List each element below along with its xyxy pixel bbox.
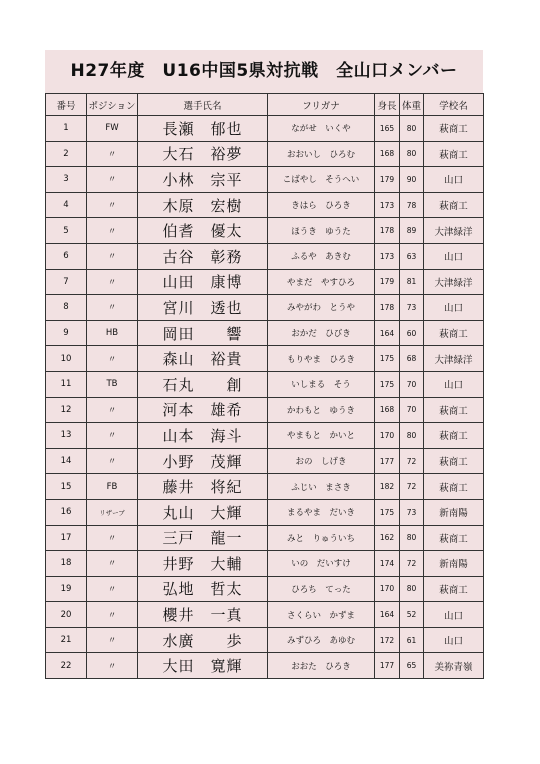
cell-name: 櫻井 一真 <box>138 602 268 628</box>
cell-position: 〃 <box>87 525 138 551</box>
cell-name: 弘地 哲太 <box>138 576 268 602</box>
cell-kana: おかだ ひびき <box>268 320 375 346</box>
table-row <box>46 243 484 269</box>
cell-no: 19 <box>46 576 87 602</box>
cell-kana: みやがわ とうや <box>268 295 375 321</box>
cell-name: 山本 海斗 <box>138 423 268 449</box>
cell-weight: 80 <box>400 423 424 449</box>
cell-no: 21 <box>46 627 87 653</box>
cell-weight: 73 <box>400 295 424 321</box>
cell-no: 1 <box>46 116 87 142</box>
cell-weight: 73 <box>400 499 424 525</box>
cell-position: 〃 <box>87 576 138 602</box>
table-row <box>46 653 484 679</box>
cell-weight: 72 <box>400 551 424 577</box>
cell-height: 168 <box>375 397 400 423</box>
cell-no: 13 <box>46 423 87 449</box>
cell-position: 〃 <box>87 448 138 474</box>
cell-height: 165 <box>375 116 400 142</box>
table-row <box>46 627 484 653</box>
roster-table <box>45 93 484 679</box>
header-no: 番号 <box>46 94 87 116</box>
cell-no: 7 <box>46 269 87 295</box>
table-row <box>46 346 484 372</box>
cell-school: 大津緑洋 <box>424 269 484 295</box>
cell-weight: 78 <box>400 192 424 218</box>
table-row <box>46 499 484 525</box>
table-header-row <box>46 94 484 116</box>
cell-no: 5 <box>46 218 87 244</box>
cell-no: 9 <box>46 320 87 346</box>
cell-school: 山口 <box>424 371 484 397</box>
table-row <box>46 141 484 167</box>
cell-kana: みずひろ あゆむ <box>268 627 375 653</box>
cell-name: 宮川 透也 <box>138 295 268 321</box>
table-row <box>46 474 484 500</box>
cell-position: 〃 <box>87 397 138 423</box>
cell-no: 4 <box>46 192 87 218</box>
cell-position: FW <box>87 116 138 142</box>
cell-position: 〃 <box>87 602 138 628</box>
table-row <box>46 218 484 244</box>
cell-kana: いしまる そう <box>268 371 375 397</box>
cell-no: 2 <box>46 141 87 167</box>
cell-kana: さくらい かずま <box>268 602 375 628</box>
cell-school: 萩商工 <box>424 448 484 474</box>
cell-weight: 63 <box>400 243 424 269</box>
cell-no: 14 <box>46 448 87 474</box>
cell-weight: 68 <box>400 346 424 372</box>
table-row <box>46 551 484 577</box>
cell-kana: ふるや あきむ <box>268 243 375 269</box>
cell-kana: きはら ひろき <box>268 192 375 218</box>
cell-weight: 72 <box>400 448 424 474</box>
document-title: H27年度 U16中国5県対抗戦 全山口メンバー <box>45 50 483 93</box>
table-row <box>46 371 484 397</box>
cell-height: 174 <box>375 551 400 577</box>
cell-kana: おおた ひろき <box>268 653 375 679</box>
cell-height: 173 <box>375 243 400 269</box>
table-row <box>46 448 484 474</box>
cell-school: 山口 <box>424 295 484 321</box>
header-height: 身長 <box>375 94 400 116</box>
cell-position: 〃 <box>87 295 138 321</box>
cell-name: 伯耆 優太 <box>138 218 268 244</box>
cell-school: 山口 <box>424 243 484 269</box>
cell-school: 山口 <box>424 627 484 653</box>
cell-position: TB <box>87 371 138 397</box>
cell-kana: ながせ いくや <box>268 116 375 142</box>
cell-name: 水廣 歩 <box>138 627 268 653</box>
cell-position: 〃 <box>87 167 138 193</box>
cell-name: 長瀬 郁也 <box>138 116 268 142</box>
cell-weight: 72 <box>400 474 424 500</box>
cell-no: 18 <box>46 551 87 577</box>
cell-height: 172 <box>375 627 400 653</box>
cell-weight: 61 <box>400 627 424 653</box>
cell-school: 萩商工 <box>424 320 484 346</box>
header-name: 選手氏名 <box>138 94 268 116</box>
cell-school: 新南陽 <box>424 551 484 577</box>
cell-height: 178 <box>375 218 400 244</box>
cell-position: FB <box>87 474 138 500</box>
cell-school: 萩商工 <box>424 141 484 167</box>
cell-position: HB <box>87 320 138 346</box>
cell-position: 〃 <box>87 218 138 244</box>
cell-kana: やまだ やすひろ <box>268 269 375 295</box>
cell-school: 新南陽 <box>424 499 484 525</box>
header-kana: フリガナ <box>268 94 375 116</box>
cell-kana: いの だいすけ <box>268 551 375 577</box>
cell-height: 164 <box>375 320 400 346</box>
table-row <box>46 397 484 423</box>
cell-school: 萩商工 <box>424 397 484 423</box>
cell-position: 〃 <box>87 192 138 218</box>
cell-school: 萩商工 <box>424 192 484 218</box>
cell-no: 3 <box>46 167 87 193</box>
cell-no: 8 <box>46 295 87 321</box>
cell-height: 177 <box>375 448 400 474</box>
cell-position: 〃 <box>87 423 138 449</box>
cell-school: 萩商工 <box>424 576 484 602</box>
cell-weight: 81 <box>400 269 424 295</box>
cell-weight: 80 <box>400 525 424 551</box>
cell-no: 6 <box>46 243 87 269</box>
cell-no: 17 <box>46 525 87 551</box>
header-school: 学校名 <box>424 94 484 116</box>
cell-name: 藤井 将紀 <box>138 474 268 500</box>
table-row <box>46 525 484 551</box>
cell-height: 175 <box>375 346 400 372</box>
cell-name: 古谷 彰務 <box>138 243 268 269</box>
cell-name: 山田 康博 <box>138 269 268 295</box>
cell-weight: 80 <box>400 116 424 142</box>
cell-position: 〃 <box>87 243 138 269</box>
cell-height: 179 <box>375 167 400 193</box>
cell-height: 173 <box>375 192 400 218</box>
cell-school: 萩商工 <box>424 474 484 500</box>
cell-school: 萩商工 <box>424 116 484 142</box>
cell-school: 美祢青嶺 <box>424 653 484 679</box>
cell-height: 170 <box>375 423 400 449</box>
cell-position: 〃 <box>87 653 138 679</box>
cell-weight: 65 <box>400 653 424 679</box>
cell-no: 10 <box>46 346 87 372</box>
header-position: ポジション <box>87 94 138 116</box>
cell-no: 15 <box>46 474 87 500</box>
cell-kana: こばやし そうへい <box>268 167 375 193</box>
cell-height: 179 <box>375 269 400 295</box>
table-row <box>46 295 484 321</box>
cell-weight: 80 <box>400 576 424 602</box>
cell-name: 井野 大輔 <box>138 551 268 577</box>
cell-position: 〃 <box>87 269 138 295</box>
cell-height: 175 <box>375 499 400 525</box>
cell-school: 大津緑洋 <box>424 346 484 372</box>
table-row <box>46 192 484 218</box>
cell-name: 三戸 龍一 <box>138 525 268 551</box>
cell-kana: ほうき ゆうた <box>268 218 375 244</box>
cell-name: 小林 宗平 <box>138 167 268 193</box>
cell-weight: 60 <box>400 320 424 346</box>
cell-no: 20 <box>46 602 87 628</box>
table-row <box>46 576 484 602</box>
cell-height: 178 <box>375 295 400 321</box>
cell-weight: 89 <box>400 218 424 244</box>
cell-kana: ひろち てった <box>268 576 375 602</box>
table-row <box>46 320 484 346</box>
cell-kana: おの しげき <box>268 448 375 474</box>
table-row <box>46 116 484 142</box>
cell-height: 168 <box>375 141 400 167</box>
cell-name: 丸山 大輝 <box>138 499 268 525</box>
cell-school: 萩商工 <box>424 423 484 449</box>
cell-kana: みと りゅういち <box>268 525 375 551</box>
header-weight: 体重 <box>400 94 424 116</box>
cell-no: 11 <box>46 371 87 397</box>
cell-name: 河本 雄希 <box>138 397 268 423</box>
cell-name: 大田 寛輝 <box>138 653 268 679</box>
cell-position: 〃 <box>87 627 138 653</box>
table-row <box>46 167 484 193</box>
cell-name: 石丸 創 <box>138 371 268 397</box>
cell-no: 16 <box>46 499 87 525</box>
cell-weight: 80 <box>400 141 424 167</box>
cell-kana: ふじい まさき <box>268 474 375 500</box>
cell-weight: 52 <box>400 602 424 628</box>
cell-name: 木原 宏樹 <box>138 192 268 218</box>
cell-school: 大津緑洋 <box>424 218 484 244</box>
cell-name: 小野 茂輝 <box>138 448 268 474</box>
cell-position: 〃 <box>87 346 138 372</box>
cell-position: リザーブ <box>87 499 138 525</box>
roster-body <box>46 116 484 679</box>
cell-weight: 70 <box>400 397 424 423</box>
cell-school: 山口 <box>424 167 484 193</box>
cell-no: 12 <box>46 397 87 423</box>
roster-sheet <box>45 50 483 679</box>
cell-name: 大石 裕夢 <box>138 141 268 167</box>
cell-no: 22 <box>46 653 87 679</box>
cell-position: 〃 <box>87 141 138 167</box>
cell-weight: 90 <box>400 167 424 193</box>
cell-school: 萩商工 <box>424 525 484 551</box>
cell-height: 177 <box>375 653 400 679</box>
cell-height: 182 <box>375 474 400 500</box>
cell-height: 162 <box>375 525 400 551</box>
cell-kana: もりやま ひろき <box>268 346 375 372</box>
cell-name: 岡田 響 <box>138 320 268 346</box>
cell-name: 森山 裕貴 <box>138 346 268 372</box>
table-row <box>46 269 484 295</box>
cell-position: 〃 <box>87 551 138 577</box>
table-row <box>46 423 484 449</box>
cell-weight: 70 <box>400 371 424 397</box>
cell-school: 山口 <box>424 602 484 628</box>
cell-kana: やまもと かいと <box>268 423 375 449</box>
cell-kana: まるやま だいき <box>268 499 375 525</box>
cell-height: 170 <box>375 576 400 602</box>
cell-kana: おおいし ひろむ <box>268 141 375 167</box>
cell-height: 164 <box>375 602 400 628</box>
cell-kana: かわもと ゆうき <box>268 397 375 423</box>
cell-height: 175 <box>375 371 400 397</box>
table-row <box>46 602 484 628</box>
